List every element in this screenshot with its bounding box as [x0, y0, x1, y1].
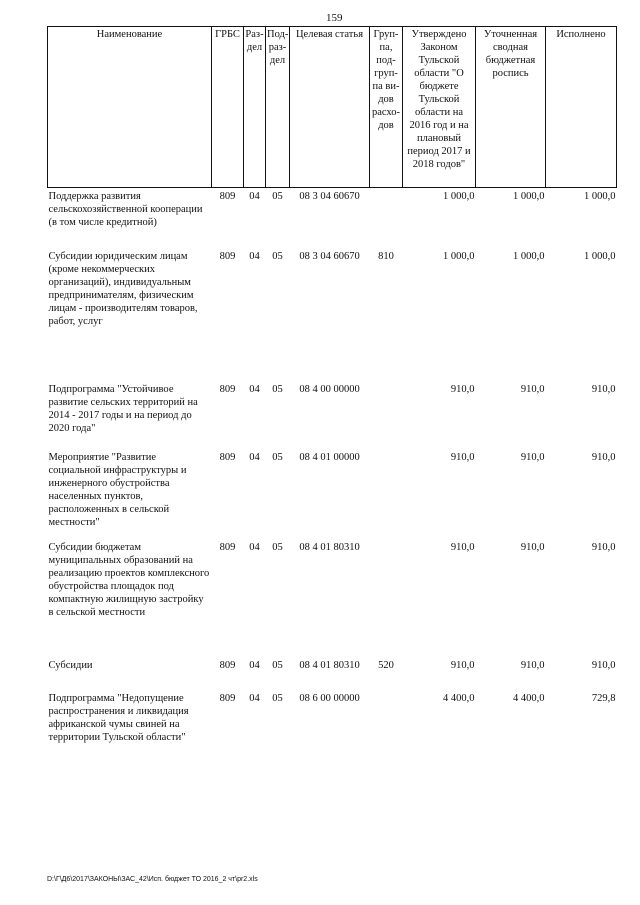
row-approved: 910,0 [450, 659, 475, 671]
row-refined: 910,0 [520, 383, 545, 395]
row-executed: 910,0 [591, 541, 616, 553]
header-podrazdel: Под-раз-дел [266, 27, 290, 188]
row-grbs: 809 [219, 383, 236, 395]
row-refined: 910,0 [520, 659, 545, 671]
row-executed: 729,8 [591, 692, 616, 704]
table-row [48, 248, 617, 381]
row-pr: 05 [272, 191, 283, 202]
row-name: Подпрограмма "Недопущение распространения и ликвидация африканской чумы свиней на территории Тульской области" [48, 692, 189, 743]
row-group [370, 449, 403, 539]
row-refined: 910,0 [520, 451, 545, 463]
row-target: 08 6 00 00000 [299, 692, 360, 704]
row-name: Субсидии [48, 659, 93, 671]
row-refined: 4 400,0 [513, 692, 545, 704]
header-name: Наименование [48, 27, 212, 188]
row-refined: 1 000,0 [513, 191, 545, 202]
row-target: 08 4 01 80310 [299, 659, 360, 671]
row-target: 08 4 01 80310 [299, 541, 360, 553]
row-target: 08 4 01 00000 [299, 451, 360, 463]
page-number: 159 [326, 12, 343, 24]
row-executed: 1 000,0 [584, 250, 616, 262]
row-target: 08 3 04 60670 [299, 191, 360, 202]
row-target: 08 3 04 60670 [299, 250, 360, 262]
row-grbs: 809 [219, 659, 236, 671]
row-grbs: 809 [219, 451, 236, 463]
table-row [48, 449, 617, 539]
header-refined: Уточненная сводная бюджетная роспись [476, 27, 546, 188]
header-executed: Исполнено [546, 27, 617, 188]
row-grbs: 809 [219, 541, 236, 553]
row-group: 810 [378, 250, 394, 262]
row-group [370, 188, 403, 248]
row-group [370, 539, 403, 657]
row-name: Подпрограмма "Устойчивое развитие сельских территорий на 2014 - 2017 годы и на период до 2020 года" [48, 383, 198, 434]
row-rz: 04 [249, 541, 260, 553]
row-group [370, 690, 403, 754]
row-executed: 1 000,0 [584, 191, 616, 202]
row-rz: 04 [249, 191, 260, 202]
table-row [48, 381, 617, 449]
row-target: 08 4 00 00000 [299, 383, 360, 395]
header-approved: Утверждено Законом Тульской области "О бюджете Тульской области на 2016 год и на плановый период 2017 и 2018 годов" [403, 27, 476, 188]
row-name: Мероприятие "Развитие социальной инфраструктуры и инженерного обустройства населенных пунктов, расположенных в сельской местности" [48, 451, 187, 528]
row-rz: 04 [249, 250, 260, 262]
row-pr: 05 [272, 383, 283, 395]
row-name: Поддержка развития сельскохозяйственной кооперации (в том числе кредитной) [48, 191, 203, 228]
row-name: Субсидии бюджетам муниципальных образований на реализацию проектов комплексного обустройства площадок под компактную жилищную застройку в сельской местности [48, 541, 210, 618]
row-pr: 05 [272, 692, 283, 704]
header-row [48, 27, 617, 188]
budget-table [47, 26, 617, 754]
header-grbs: ГРБС [212, 27, 244, 188]
row-approved: 910,0 [450, 541, 475, 553]
row-approved: 910,0 [450, 383, 475, 395]
row-grbs: 809 [219, 191, 236, 202]
table-row [48, 690, 617, 754]
row-refined: 910,0 [520, 541, 545, 553]
row-pr: 05 [272, 451, 283, 463]
row-executed: 910,0 [591, 383, 616, 395]
row-pr: 05 [272, 541, 283, 553]
row-approved: 910,0 [450, 451, 475, 463]
row-group: 520 [378, 659, 394, 671]
row-approved: 4 400,0 [443, 692, 475, 704]
table-row [48, 657, 617, 690]
row-name: Субсидии юридическим лицам (кроме некоммерческих организаций), индивидуальным предпринимателям, физическим лицам - производителям товаров, работ, услуг [48, 250, 198, 327]
row-group [370, 381, 403, 449]
header-target: Целевая статья [290, 27, 370, 188]
row-grbs: 809 [219, 250, 236, 262]
row-executed: 910,0 [591, 659, 616, 671]
row-grbs: 809 [219, 692, 236, 704]
row-refined: 1 000,0 [513, 250, 545, 262]
row-rz: 04 [249, 451, 260, 463]
file-path-footer: D:\Г\Д6\2017\ЗАКОНЫ\ЗАС_42\Исп. бюджет ТО 2016_2 чт\pr2.xls [47, 876, 258, 883]
header-razdel: Раз-дел [244, 27, 266, 188]
table-row [48, 539, 617, 657]
row-approved: 1 000,0 [443, 250, 475, 262]
row-approved: 1 000,0 [443, 191, 475, 202]
row-pr: 05 [272, 659, 283, 671]
row-executed: 910,0 [591, 451, 616, 463]
row-rz: 04 [249, 659, 260, 671]
row-rz: 04 [249, 692, 260, 704]
row-pr: 05 [272, 250, 283, 262]
row-rz: 04 [249, 383, 260, 395]
header-group: Груп-па, под-груп-па ви-дов расхо-дов [370, 27, 403, 188]
table-row [48, 188, 617, 248]
